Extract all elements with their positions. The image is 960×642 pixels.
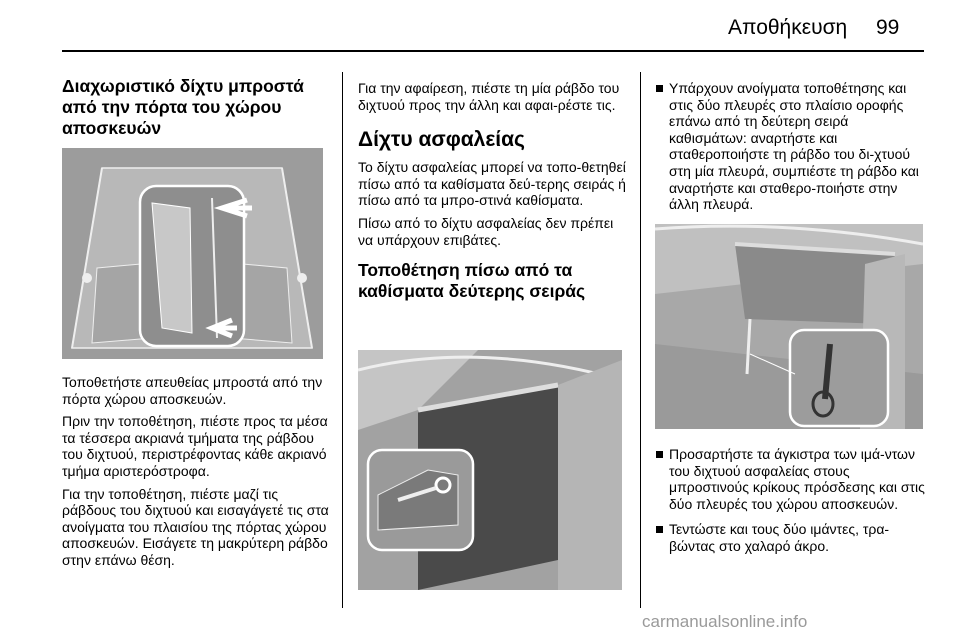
page-number: 99 — [876, 16, 900, 39]
column-2 — [358, 80, 628, 302]
cargo-area-illustration — [62, 148, 323, 359]
header-rule — [62, 50, 924, 52]
paragraph: Τοποθετήστε απευθείας μπροστά από την πόρτα χώρου αποσκευών. — [62, 374, 323, 407]
column-1 — [62, 76, 324, 139]
roof-mount-illustration — [655, 224, 923, 429]
column-3-bottom — [655, 446, 927, 564]
column-divider-2 — [640, 72, 641, 608]
watermark: carmanualsonline.info — [642, 612, 808, 631]
figure-roof-mount — [655, 224, 923, 429]
list-item: Τεντώστε και τους δύο ιμάντες, τρα-βώντας στο χαλαρό άκρο. — [655, 521, 927, 554]
figure-safety-net-second-row — [358, 350, 622, 590]
paragraph: Το δίχτυ ασφαλείας μπορεί να τοπο-θετηθεί πίσω από τα καθίσματα δεύ-τερης σειράς ή πίσω από τα μπρο-στινά καθίσματα. — [358, 159, 626, 209]
column-3 — [655, 80, 927, 222]
section-heading-safety-net: Δίχτυ ασφαλείας — [358, 128, 525, 152]
safety-net-illustration — [358, 350, 622, 590]
subheading-second-row: Τοποθέτηση πίσω από τα καθίσματα δεύτερης σειράς — [358, 260, 586, 302]
bullet-list-bottom — [655, 446, 927, 555]
list-item: Υπάρχουν ανοίγματα τοποθέτησης και στις δύο πλευρές στο πλαίσιο οροφής επάνω από τη δεύτερη σειρά καθισμάτων: αναρτήστε και σταθεροποιήστε τη ράβδο του δι-χτυού στη μία πλευρά, συμπιέστε τη ράβδο και αναρτήστε και σταθερο-ποιήστε στην άλλη πλευρά. — [655, 80, 927, 213]
running-header-title: Αποθήκευση — [728, 16, 848, 39]
paragraph: Για την τοποθέτηση, πιέστε μαζί τις ράβδους του διχτυού και εισαγάγετέ τις στα ανοίγματα του πλαισίου της πόρτας χώρου αποσκευών. Εισάγετε τη μακρύτερη ράβδο στην επάνω θέση. — [62, 485, 329, 568]
column-1-text — [62, 374, 332, 575]
column-divider-1 — [342, 72, 343, 608]
bullet-list-top — [655, 80, 927, 213]
paragraph: Για την αφαίρεση, πιέστε τη μία ράβδο του διχτυού προς την άλλη και αφαι-ρέστε τις. — [358, 80, 620, 113]
figure-divider-net-illustration — [62, 148, 323, 359]
paragraph: Πίσω από το δίχτυ ασφαλείας δεν πρέπει να υπάρχουν επιβάτες. — [358, 214, 614, 248]
section-heading-divider-net: Διαχωριστικό δίχτυ μπροστά από την πόρτα του χώρου αποσκευών — [62, 76, 304, 138]
paragraph: Πριν την τοποθέτηση, πιέστε προς τα μέσα τα τέσσερα ακριανά τμήματα της ράβδου του διχτυού, περιστρέφοντας κάθε ακριανό τμήμα αριστερόστροφα. — [62, 413, 328, 479]
list-item: Προσαρτήστε τα άγκιστρα των ιμά-ντων του διχτυού ασφαλείας στους μπροστινούς κρίκους πρόσδεσης και στις δύο πλευρές του χώρου αποσκευών. — [655, 446, 927, 512]
